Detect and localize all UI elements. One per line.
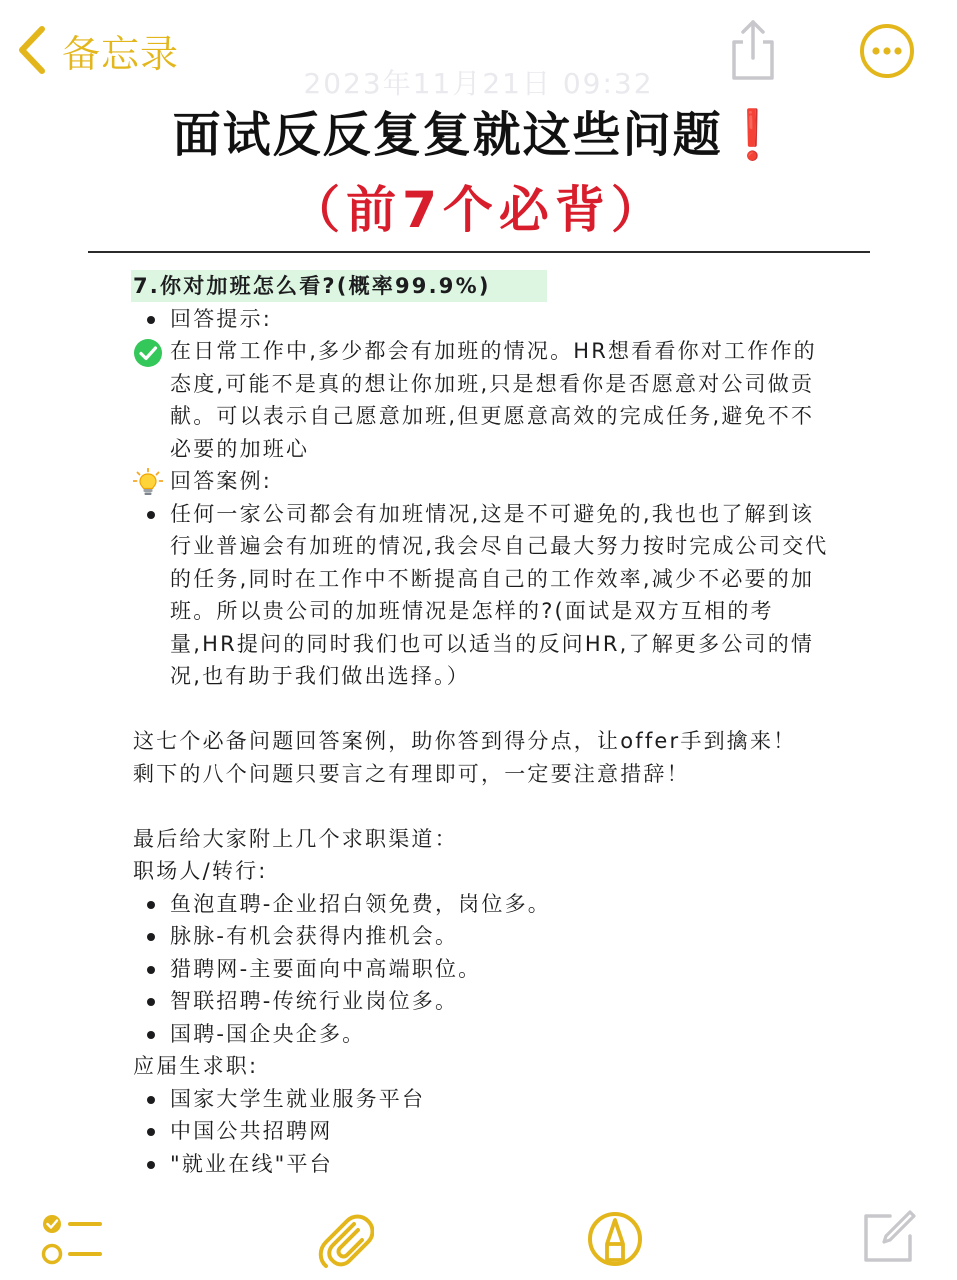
divider	[88, 251, 870, 253]
check-circle-icon	[133, 338, 163, 368]
note-date: 2023年11月21日 09:32	[303, 67, 654, 100]
title-text: 面试反反复复就这些问题	[172, 107, 723, 163]
summary-line: 这七个必备问题回答案例，助你答到得分点，让offer手到擒来！	[133, 729, 797, 753]
list-item: 智联招聘-传统行业岗位多。	[133, 985, 833, 1018]
example-text: 任何一家公司都会有加班情况,这是不可避免的,我也也了解到该行业普遍会有加班的情况,我会尽自己最大努力按时完成公司交代的任务,同时在工作中不断提高自己的工作效率,减少不必要的加班。所以贵公司的加班情况是怎样的?(面试是双方互相的考量,HR提问的同时我们也可以适当的反问HR,了解更多公司的情况,也有助于我们做出选择。）	[170, 501, 829, 688]
list-item: 国聘-国企央企多。	[133, 1018, 833, 1051]
example-label-line	[133, 465, 833, 498]
bottom-toolbar	[0, 1200, 957, 1280]
hint-label: 回答提示:	[170, 306, 273, 331]
list-item: 国家大学生就业服务平台	[133, 1083, 833, 1116]
hint-paragraph	[133, 335, 833, 465]
summary-line: 剩下的八个问题只要言之有理即可，一定要注意措辞！	[133, 761, 690, 786]
page-title	[0, 96, 957, 165]
pen-markup-icon[interactable]	[586, 1210, 644, 1268]
channels-group-label: 应届生求职:	[133, 1054, 259, 1078]
list-item: 猎聘网-主要面向中高端职位。	[133, 953, 833, 986]
example-label: 回答案例:	[170, 469, 273, 493]
list-item	[133, 303, 833, 336]
list-item	[133, 498, 833, 693]
list-item: "就业在线"平台	[133, 1148, 833, 1181]
channels-intro: 最后给大家附上几个求职渠道：	[133, 826, 458, 851]
list-item: 鱼泡直聘-企业招白领免费，岗位多。	[133, 888, 833, 921]
list-item: 脉脉-有机会获得内推机会。	[133, 920, 833, 953]
note-body[interactable]	[133, 270, 833, 1180]
page-subtitle: （前7个必背）	[290, 181, 667, 239]
hint-text: 在日常工作中,多少都会有加班的情况。HR想看看你对工作作的态度,可能不是真的想让你加班,只是想看你是否愿意对公司做贡献。可以表示自己愿意加班,但更愿意高效的完成任务,避免不不必要的加班心	[170, 339, 817, 461]
channels-group-label: 职场人/转行:	[133, 859, 268, 883]
question-heading: 7.你对加班怎么看?(概率99.9%)	[131, 270, 547, 302]
checklist-icon[interactable]	[40, 1210, 104, 1270]
paperclip-icon[interactable]	[318, 1210, 374, 1272]
list-item: 中国公共招聘网	[133, 1115, 833, 1148]
exclamation-mark: ❗	[722, 107, 785, 163]
compose-icon[interactable]	[860, 1210, 916, 1266]
back-label: 备忘录	[62, 31, 180, 76]
lightbulb-icon	[133, 468, 163, 498]
